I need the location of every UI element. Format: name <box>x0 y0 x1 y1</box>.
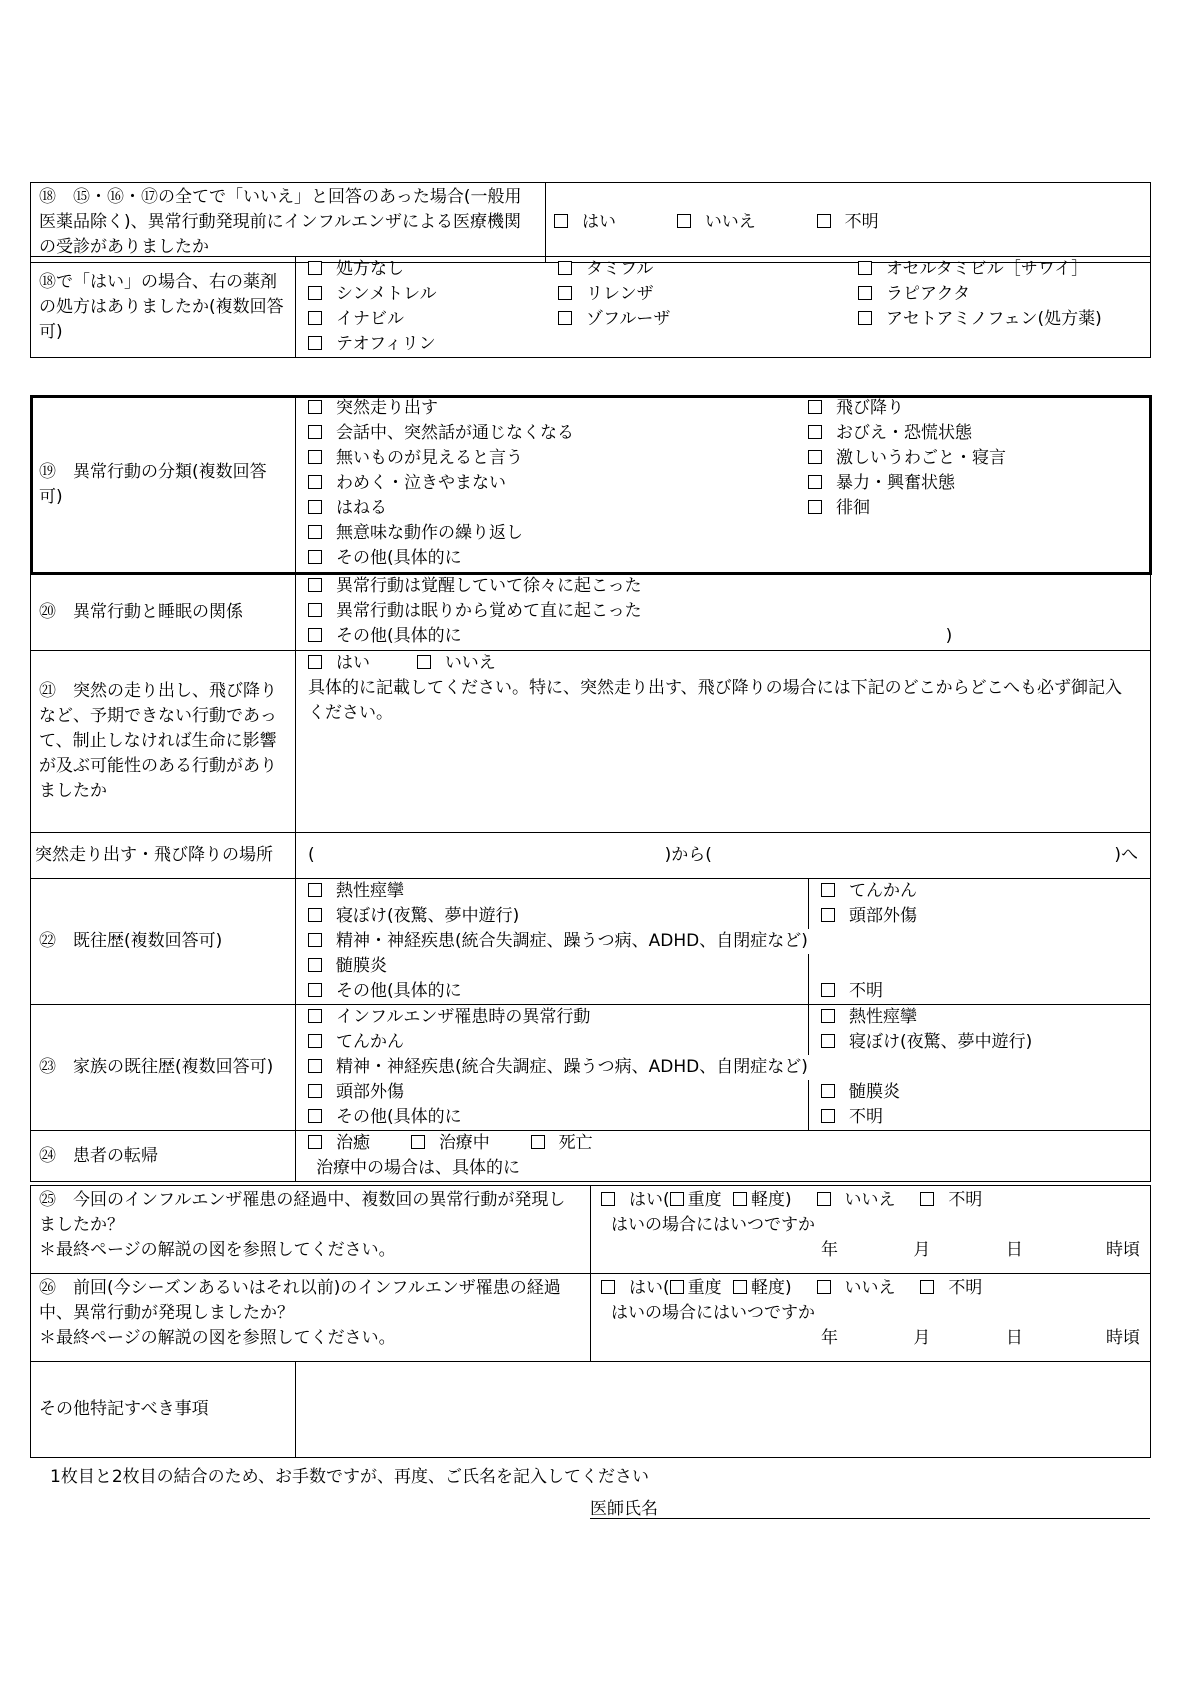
checkbox-icon[interactable] <box>308 1034 322 1048</box>
q24-note: 治療中の場合は、具体的に <box>316 1158 520 1178</box>
q18-yes[interactable]: はい <box>554 212 616 232</box>
checkbox-icon[interactable] <box>558 261 572 275</box>
outcome-option[interactable]: 死亡 <box>531 1133 593 1153</box>
behavior-option[interactable]: 激しいうわごと・寝言 <box>808 446 1138 471</box>
main-table <box>30 395 1151 1182</box>
history-option[interactable]: 髄膜炎 <box>308 954 808 979</box>
drug-option[interactable]: オセルタミビル［サワイ］ <box>858 257 1138 282</box>
signature-label: 医師氏名 <box>590 1499 658 1519</box>
checkbox-icon[interactable] <box>821 1109 835 1123</box>
recurrence-table <box>30 1185 1151 1362</box>
q21-label: ㉑ 突然の走り出し、飛び降りなど、予期できない行動であって、制止しなければ生命に影響が及ぶ可能性のある行動がありましたか <box>31 651 296 833</box>
q20-row <box>31 574 1151 651</box>
q26-severe[interactable]: 重度 <box>687 1278 722 1298</box>
drug-option[interactable]: ゾフルーザ <box>558 307 858 332</box>
checkbox-icon[interactable] <box>308 1084 322 1098</box>
checkbox-icon[interactable] <box>817 1280 831 1294</box>
behavior-option[interactable]: 暴力・興奮状態 <box>808 471 1138 496</box>
checkbox-icon[interactable] <box>308 286 322 300</box>
q18-options <box>546 183 1151 263</box>
checkbox-icon[interactable] <box>308 908 322 922</box>
family-option[interactable]: 寝ぼけ(夜驚、夢中遊行) <box>808 1030 1138 1055</box>
checkbox-icon[interactable] <box>821 1084 835 1098</box>
q21-no[interactable]: いいえ <box>417 653 496 673</box>
checkbox-icon[interactable] <box>308 336 322 350</box>
checkbox-icon[interactable] <box>733 1280 747 1294</box>
history-option[interactable]: 不明 <box>808 979 1138 1004</box>
q21-yes[interactable]: はい <box>308 653 370 673</box>
drug-option[interactable]: タミフル <box>558 257 858 282</box>
checkbox-icon[interactable] <box>558 286 572 300</box>
q18b-label: ⑱で「はい」の場合、右の薬剤の処方はありましたか(複数回答可) <box>31 257 296 358</box>
checkbox-icon[interactable] <box>308 311 322 325</box>
q25-mild[interactable]: 軽度) <box>751 1190 792 1210</box>
family-option-other[interactable]: その他(具体的に <box>308 1105 808 1130</box>
q26-label: ㉖ 前回(今シーズンあるいはそれ以前)のインフルエンザ罹患の経過中、異常行動が発現しましたか？ <box>39 1278 561 1323</box>
q21-instruction: 具体的に記載してください。特に、突然走り出す、飛び降りの場合には下記のどこからどこへも必ず御記入ください。 <box>308 678 1122 723</box>
checkbox-icon[interactable] <box>417 655 431 669</box>
checkbox-icon[interactable] <box>858 261 872 275</box>
checkbox-icon[interactable] <box>308 475 322 489</box>
checkbox-icon[interactable] <box>308 603 322 617</box>
checkbox-icon[interactable] <box>411 1135 425 1149</box>
other-label: その他特記すべき事項 <box>31 1362 296 1458</box>
checkbox-icon[interactable] <box>858 311 872 325</box>
checkbox-icon[interactable] <box>308 500 322 514</box>
q18-label: ⑱ ⑮・⑯・⑰の全てで「いいえ」と回答のあった場合(一般用医薬品除く)、異常行動発現前にインフルエンザによる医療機関の受診がありましたか <box>31 183 546 263</box>
q18-unknown[interactable]: 不明 <box>817 212 879 232</box>
checkbox-icon[interactable] <box>733 1192 747 1206</box>
checkbox-icon[interactable] <box>601 1280 615 1294</box>
q26-when: はいの場合にはいつですか <box>611 1303 815 1323</box>
footer-note: 1枚目と2枚目の結合のため、お手数ですが、再度、ご氏名を記入してください <box>50 1467 649 1487</box>
checkbox-icon[interactable] <box>817 1192 831 1206</box>
checkbox-icon[interactable] <box>308 883 322 897</box>
q25-no[interactable]: いいえ <box>817 1190 896 1210</box>
history-option[interactable]: 寝ぼけ(夜驚、夢中遊行) <box>308 904 808 929</box>
q19-label: ⑲ 異常行動の分類(複数回答可) <box>31 396 296 574</box>
q19-row <box>31 396 1151 574</box>
q19-options <box>308 396 1138 571</box>
family-option[interactable]: 熱性痙攣 <box>808 1005 1138 1030</box>
checkbox-icon[interactable] <box>308 958 322 972</box>
q26-note: ＊最終ページの解説の図を参照してください。 <box>39 1328 396 1348</box>
drug-option[interactable]: リレンザ <box>558 282 858 307</box>
drug-option[interactable]: テオフィリン <box>308 332 558 357</box>
q18-table <box>30 182 1151 263</box>
checkbox-icon[interactable] <box>858 286 872 300</box>
q26-unknown[interactable]: 不明 <box>920 1278 982 1298</box>
drug-option[interactable]: ラピアクタ <box>858 282 1138 307</box>
checkbox-icon[interactable] <box>308 628 322 642</box>
family-option[interactable]: てんかん <box>308 1030 808 1055</box>
checkbox-icon[interactable] <box>920 1280 934 1294</box>
q26-row <box>31 1274 1151 1362</box>
q25-label: ㉕ 今回のインフルエンザ罹患の経過中、複数回の異常行動が発現しましたか？ <box>39 1190 566 1235</box>
family-option[interactable]: 頭部外傷 <box>308 1080 808 1105</box>
behavior-option[interactable]: わめく・泣きやまない <box>308 471 808 496</box>
behavior-option[interactable]: 突然走り出す <box>308 396 808 421</box>
behavior-option-other[interactable]: その他(具体的に <box>308 546 808 571</box>
checkbox-icon[interactable] <box>821 1009 835 1023</box>
q21-place-label: 突然走り出す・飛び降りの場所 <box>31 833 296 879</box>
outcome-option[interactable]: 治療中 <box>411 1133 490 1153</box>
behavior-option[interactable]: おびえ・恐慌状態 <box>808 421 1138 446</box>
history-option-other[interactable]: その他(具体的に <box>308 979 808 1004</box>
history-option[interactable]: てんかん <box>808 879 1138 904</box>
checkbox-icon[interactable] <box>308 261 322 275</box>
family-option[interactable]: インフルエンザ罹患時の異常行動 <box>308 1005 808 1030</box>
sleep-option[interactable]: 異常行動は眠りから覚めて直に起こった <box>308 599 1138 624</box>
checkbox-icon[interactable] <box>808 500 822 514</box>
signature-line[interactable] <box>590 1518 1150 1519</box>
checkbox-icon[interactable] <box>808 450 822 464</box>
checkbox-icon[interactable] <box>308 1135 322 1149</box>
drug-option[interactable]: アセトアミノフェン(処方薬) <box>858 307 1138 332</box>
q24-label: ㉔ 患者の転帰 <box>31 1131 296 1182</box>
q21-row <box>31 651 1151 833</box>
q18b-table <box>30 256 1151 358</box>
q26-mild[interactable]: 軽度) <box>751 1278 792 1298</box>
history-option[interactable]: 熱性痙攣 <box>308 879 808 904</box>
checkbox-icon[interactable] <box>808 400 822 414</box>
checkbox-icon[interactable] <box>308 550 322 564</box>
checkbox-icon[interactable] <box>554 214 568 228</box>
behavior-option[interactable]: 徘徊 <box>808 496 1138 521</box>
checkbox-icon[interactable] <box>308 1009 322 1023</box>
behavior-option[interactable]: 無意味な動作の繰り返し <box>308 521 808 546</box>
q25-date[interactable]: 年 月 日 時頃 <box>821 1240 1140 1260</box>
other-table <box>30 1361 1151 1458</box>
drug-option[interactable]: イナビル <box>308 307 558 332</box>
checkbox-icon[interactable] <box>308 425 322 439</box>
checkbox-icon[interactable] <box>670 1192 684 1206</box>
q22-row <box>31 879 1151 1005</box>
outcome-option[interactable]: 治癒 <box>308 1133 370 1153</box>
checkbox-icon[interactable] <box>670 1280 684 1294</box>
checkbox-icon[interactable] <box>531 1135 545 1149</box>
checkbox-icon[interactable] <box>308 578 322 592</box>
behavior-option[interactable]: 無いものが見えると言う <box>308 446 808 471</box>
drug-option[interactable]: 処方なし <box>308 257 558 282</box>
checkbox-icon[interactable] <box>308 1059 322 1073</box>
checkbox-icon[interactable] <box>821 1034 835 1048</box>
checkbox-icon[interactable] <box>308 1109 322 1123</box>
checkbox-icon[interactable] <box>308 655 322 669</box>
checkbox-icon[interactable] <box>677 214 691 228</box>
q18-no[interactable]: いいえ <box>677 212 756 232</box>
checkbox-icon[interactable] <box>821 908 835 922</box>
checkbox-icon[interactable] <box>558 311 572 325</box>
behavior-option[interactable]: 飛び降り <box>808 396 1138 421</box>
q23-row <box>31 1005 1151 1131</box>
checkbox-icon[interactable] <box>601 1192 615 1206</box>
q26-no[interactable]: いいえ <box>817 1278 896 1298</box>
sleep-option[interactable]: 異常行動は覚醒していて徐々に起こった <box>308 574 1138 599</box>
q22-label: ㉒ 既往歴(複数回答可) <box>31 879 296 1005</box>
checkbox-icon[interactable] <box>808 425 822 439</box>
checkbox-icon[interactable] <box>308 933 322 947</box>
q25-unknown[interactable]: 不明 <box>920 1190 982 1210</box>
behavior-option[interactable]: 会話中、突然話が通じなくなる <box>308 421 808 446</box>
q25-when: はいの場合にはいつですか <box>611 1215 815 1235</box>
drug-option[interactable]: シンメトレル <box>308 282 558 307</box>
checkbox-icon[interactable] <box>920 1192 934 1206</box>
history-option[interactable]: 精神・神経疾患(統合失調症、躁うつ病、ADHD、自閉症など) <box>308 929 1138 954</box>
family-option[interactable]: 髄膜炎 <box>808 1080 1138 1105</box>
q26-date[interactable]: 年 月 日 時頃 <box>821 1328 1140 1348</box>
checkbox-icon[interactable] <box>308 400 322 414</box>
q24-row <box>31 1131 1151 1182</box>
checkbox-icon[interactable] <box>308 983 322 997</box>
q21-place-row: 突然走り出す・飛び降りの場所 ( )から( )へ <box>31 833 1151 879</box>
behavior-option[interactable]: はねる <box>308 496 808 521</box>
family-option[interactable]: 不明 <box>808 1105 1138 1130</box>
q25-yes[interactable]: はい( <box>601 1190 670 1210</box>
checkbox-icon[interactable] <box>308 450 322 464</box>
q23-label: ㉓ 家族の既往歴(複数回答可) <box>31 1005 296 1131</box>
other-notes-field[interactable] <box>296 1362 1151 1458</box>
q22-options <box>308 879 1138 1004</box>
q18b-drug-grid <box>308 257 1138 357</box>
q23-options <box>308 1005 1138 1130</box>
family-option[interactable]: 精神・神経疾患(統合失調症、躁うつ病、ADHD、自閉症など) <box>308 1055 1138 1080</box>
q25-severe[interactable]: 重度 <box>687 1190 722 1210</box>
checkbox-icon[interactable] <box>821 983 835 997</box>
sleep-option-other[interactable]: その他(具体的に ) <box>308 624 1138 649</box>
checkbox-icon[interactable] <box>308 525 322 539</box>
checkbox-icon[interactable] <box>808 475 822 489</box>
checkbox-icon[interactable] <box>821 883 835 897</box>
q26-yes[interactable]: はい( <box>601 1278 670 1298</box>
checkbox-icon[interactable] <box>817 214 831 228</box>
history-option[interactable]: 頭部外傷 <box>808 904 1138 929</box>
q25-note: ＊最終ページの解説の図を参照してください。 <box>39 1240 396 1260</box>
q20-label: ⑳ 異常行動と睡眠の関係 <box>31 574 296 651</box>
q25-row <box>31 1186 1151 1274</box>
